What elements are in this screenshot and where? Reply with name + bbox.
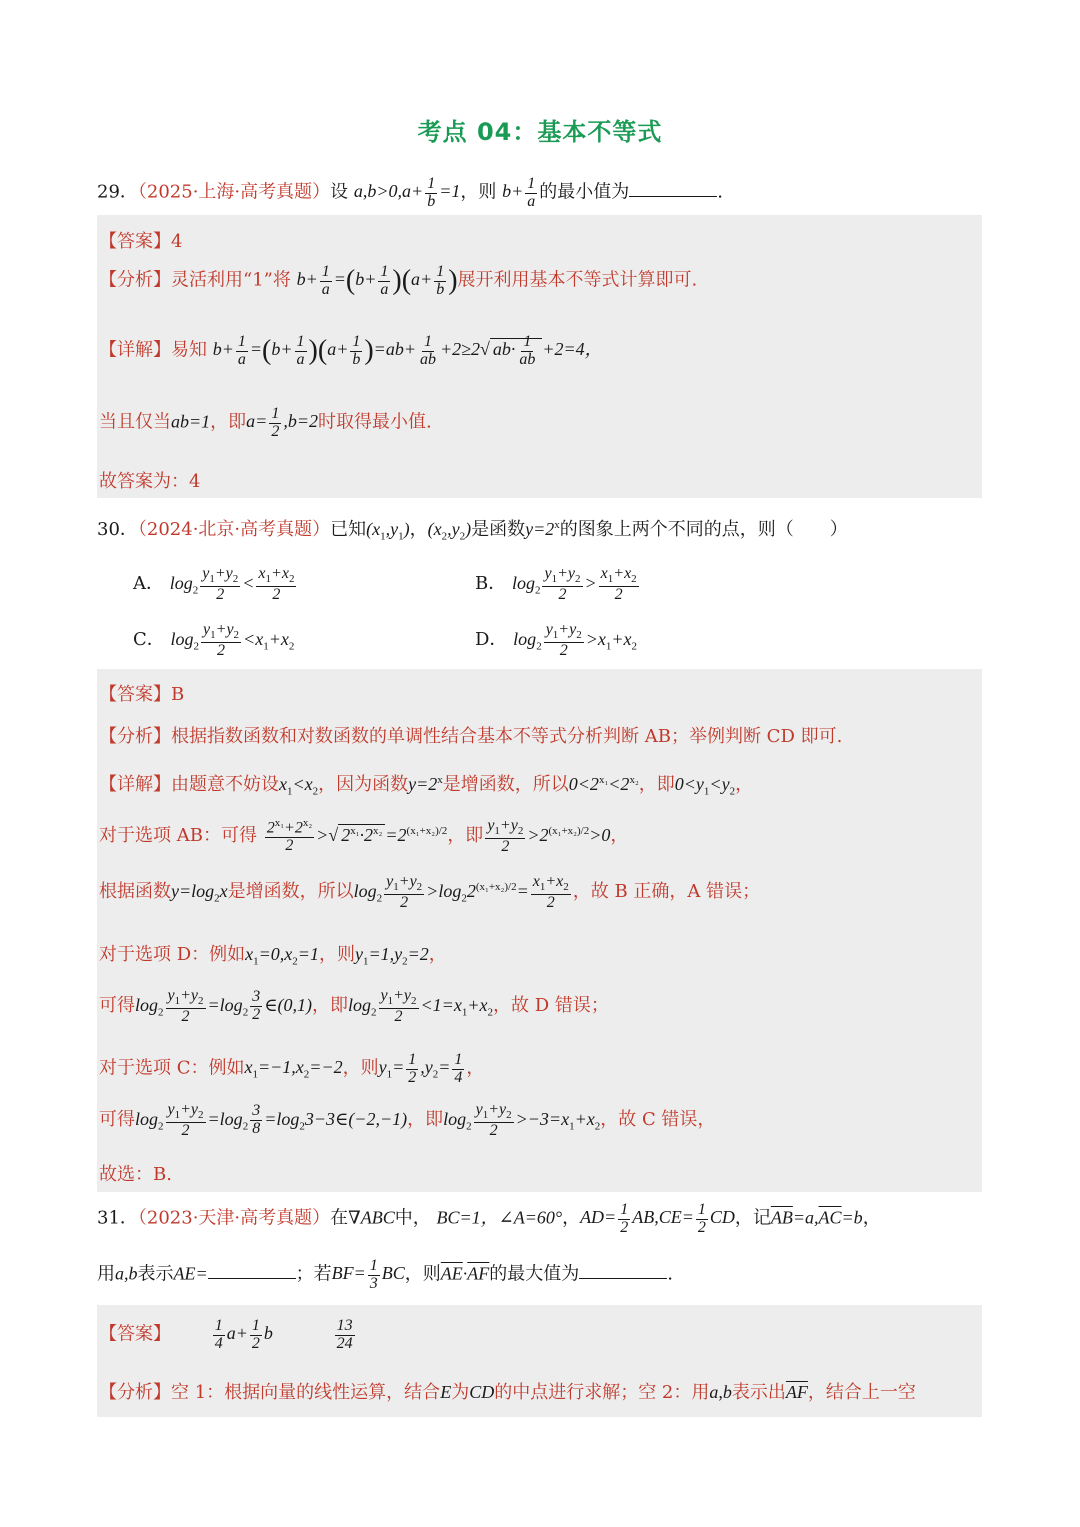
q29-answer-tag: 【答案】 [99, 231, 171, 252]
q30-line-func-text: 根据函数 [99, 880, 171, 902]
q30-line-func-2: 是增函数，所以 [227, 880, 354, 902]
q29-equality-suffix: 时取得最小值. [317, 411, 432, 433]
q29-stem-prefix: 设 [330, 181, 349, 203]
q31-stem-3: ，记 [734, 1207, 771, 1229]
q30-line-d-2: ，则 [318, 944, 355, 965]
q29-condition: a,b>0,a+ $\frac{1}{b}$ =1 [353, 175, 461, 210]
q29-equality-mid: ，即 [210, 411, 247, 433]
q29-period: . [717, 181, 723, 203]
q30-line-ab-text: 对于选项 AB：可得 [99, 824, 257, 846]
q30-number: 30． [97, 519, 138, 540]
q30-line-d-res-2: ，即 [312, 994, 348, 1016]
q31-answer-2: $\frac{13}{24}$ [336, 1317, 353, 1352]
q29-source: （2025·上海·高考真题） [137, 181, 331, 203]
q30-line-func: 根据函数$y=\log_2x$是增函数，所以$\log_2$ $\frac{y_1+y_2}{2}$ $>\log_22^{(x_1+x_2)/2}=$ $\frac{x_1+x_2}{2}$ ，故 B 正确，A 错误； [99, 873, 761, 911]
q30-line-func-3: ，故 B 正确，A 错误； [572, 880, 761, 902]
q30-conclusion: 故选：B. [99, 1164, 172, 1185]
q30-option-c-label: C． [133, 628, 165, 650]
q29-detail-text: 易知 [171, 339, 207, 361]
q30-source: （2024·北京·高考真题） [137, 519, 331, 540]
q31-number: 31． [97, 1207, 138, 1229]
q29-analysis [99, 264, 697, 299]
q30-line-d-text: 对于选项 D：例如 [99, 944, 246, 965]
q30-line-c-res-2: ，即 [407, 1108, 444, 1130]
q29-analysis-formula: b+ $\frac{1}{a}$ =(b+ $\frac{1}{a}$ )(a+ $\frac{1}{b}$ ) [296, 263, 458, 298]
q29-conclusion: 故答案为：4 [99, 471, 201, 492]
q29-detail [99, 334, 603, 369]
q31-source: （2023·天津·高考真题） [137, 1207, 331, 1229]
q30-analysis-tag: 【分析】 [99, 726, 171, 747]
q30-option-a[interactable]: A． $\log_2$ $\frac{y_1+y_2}{2}$ < $\frac{x_1+x_2}{2}$ [133, 565, 295, 603]
q31-analysis-text-2: 为 [451, 1382, 470, 1403]
q31-line2-1: 用 [97, 1263, 115, 1285]
q30-line-d-result: 可得$\log_2$ $\frac{y_1+y_2}{2}$ $=\log_2$ $\frac{3}{2}$ ∈(0,1)，即$\log_2$ $\frac{y_1+y_2}{2}$ $<1=x_1+x_2$，故 D 错误； [99, 987, 609, 1025]
q30-detail-1d: ，即 [638, 774, 675, 795]
q31-analysis-text-3: 的中点进行求解；空 2：用 [494, 1382, 710, 1403]
q30-line-ab: 对于选项 AB：可得 $\frac{2^{x_1}+2^{x_2}}{2}$ >√ $2^{x_1}\cdot 2^{x_2} =2^{(x_1+x_2)/2}$，即 $\frac{y_1+y_2}{2}$ $>2^{(x_1+x_2)/2}>0$， [99, 817, 629, 855]
q30-option-b[interactable]: B． $\log_2$ $\frac{y_1+y_2}{2}$ > $\frac{x_1+x_2}{2}$ [475, 565, 637, 603]
q29-answer [99, 227, 182, 253]
q31-analysis-text-4: 表示出 [731, 1382, 786, 1403]
q30-line-c: 对于选项 C：例如$x_1=-1,x_2=-2$，则$y_1=$ $\frac{1}{2}$ $,y_2=$ $\frac{1}{4}$ ， [99, 1051, 485, 1086]
q31-line2-4: ，则 [404, 1263, 441, 1285]
q29-equality-prefix: 当且仅当 [99, 411, 171, 433]
q30-line-d-res: 可得 [99, 994, 135, 1016]
q31-blank-1 [208, 1260, 296, 1279]
q31-answer [99, 1318, 357, 1353]
q29-expression: b+ $\frac{1}{a}$ [502, 175, 536, 210]
q31-analysis-text-1: 空 1：根据向量的线性运算，结合 [171, 1382, 441, 1403]
q31-analysis-tag: 【分析】 [99, 1382, 171, 1403]
q30-line-c-2: ，则 [342, 1057, 379, 1079]
q30-analysis [99, 722, 842, 748]
q31-stem-1: 在 [330, 1207, 349, 1229]
q30-stem-mid: 是函数 [471, 519, 526, 540]
q31-blank-2 [579, 1260, 667, 1279]
q30-line-c-text: 对于选项 C：例如 [99, 1057, 245, 1079]
q31-line2-2: 表示 [137, 1263, 174, 1285]
q30-stem-suffix: 的图象上两个不同的点，则（ ） [559, 519, 848, 540]
q31-analysis-text-5: ，结合上一空 [807, 1382, 916, 1403]
q30-line-c-result: 可得$\log_2$ $\frac{y_1+y_2}{2}$ $=\log_2$ $\frac{3}{8}$ $=\log_23-3\in(-2,-1)$，即$\log_2$ $\frac{y_1+y_2}{2}$ $>-3=x_1+x_2$，故 C 错误， [99, 1101, 716, 1139]
q30-option-d-label: D． [475, 628, 508, 650]
q30-line-ab-2: ，即 [447, 824, 484, 846]
q29-number: 29． [97, 181, 138, 203]
q30-answer [99, 680, 184, 706]
q31-analysis: 【分析】空 1：根据向量的线性运算，结合E为CD的中点进行求解；空 2：用a,b表示出$\overline{AF}$，结合上一空 [99, 1382, 916, 1403]
page-title: 考点 04：基本不等式 [417, 118, 663, 146]
q30-detail-1b: ，因为函数 [318, 774, 409, 795]
question-31-line2: 用a,b表示AE= ；若BF= $\frac{1}{3}$ BC，则$\overline{AE}\cdot\overline{AF}$的最大值为 . [97, 1257, 674, 1292]
q31-period: . [667, 1263, 674, 1285]
q29-answer-value: 4 [171, 231, 183, 252]
q30-stem-prefix: 已知 [330, 519, 367, 540]
q30-line-c-res-3: ，故 C 错误， [600, 1108, 716, 1130]
q30-detail-1c: 是增函数，所以 [442, 774, 569, 795]
q29-detail-formula: b+ $\frac{1}{a}$ =(b+ $\frac{1}{a}$ )(a+ $\frac{1}{b}$ )=ab+ $\frac{1}{ab}$ +2≥2√ ab· $\frac{1}{ab}$ +2=4， [212, 333, 603, 368]
q31-answer-1: $\frac{1}{4}$ a+ $\frac{1}{2}$ b [214, 1317, 273, 1352]
question-30: 30．（2024·北京·高考真题）已知$(x_1,y_1)$，$(x_2,y_2)$是函数$y=2^x$的图象上两个不同的点，则（ ） [97, 519, 848, 543]
q30-line-d: 对于选项 D：例如$x_1=0,x_2=1$，则$y_1=1,y_2=2$， [99, 944, 447, 968]
q30-answer-value: B [171, 684, 185, 705]
q31-line2-5: 的最大值为 [489, 1263, 580, 1285]
q29-analysis-text-2: 展开利用基本不等式计算即可. [457, 269, 698, 291]
q30-line-d-res-3: ，故 D 错误； [492, 994, 609, 1016]
q31-stem-2: 中， [394, 1207, 431, 1229]
question-29: 29．（2025·上海·高考真题）设 a,b>0,a+ $\frac{1}{b}$ =1，则 b+ $\frac{1}{a}$ 的最小值为 . [97, 175, 723, 210]
q30-analysis-text: 根据指数函数和对数函数的单调性结合基本不等式分析判断 AB；举例判断 CD 即可. [171, 726, 843, 747]
q30-option-d[interactable]: D． $\log_2$ $\frac{y_1+y_2}{2}$ $>x_1+x_2$ [475, 621, 637, 659]
q30-answer-tag: 【答案】 [99, 684, 171, 705]
q30-option-a-label: A． [133, 572, 164, 594]
q29-analysis-text-1: 灵活利用“1”将 [171, 269, 291, 291]
q29-equality-line: 当且仅当ab=1，即a= $\frac{1}{2}$ ,b=2时取得最小值. [99, 405, 432, 440]
question-31: 31．（2023·天津·高考真题）在∇ABC中， BC=1，∠A=60°，AD= $\frac{1}{2}$ AB,CE= $\frac{1}{2}$ CD，记$\overline{AB}=a,\overline{AC}=b$， [97, 1201, 881, 1236]
q30-option-b-label: B． [475, 572, 507, 594]
q31-line2-3: ；若 [295, 1263, 332, 1285]
q30-option-c[interactable]: C． $\log_2$ $\frac{y_1+y_2}{2}$ $<x_1+x_2$ [133, 621, 295, 659]
q30-line-c-res: 可得 [99, 1108, 135, 1130]
q30-detail-1: 由题意不妨设 [171, 774, 279, 795]
q30-detail: 【详解】由题意不妨设$x_1<x_2$，因为函数$y=2^x$是增函数，所以$0<2^{x_1}<2^{x_2}$，即$0<y_1<y_2$， [99, 774, 754, 798]
q30-detail-tag: 【详解】 [99, 774, 171, 795]
q29-stem-suffix: 的最小值为 [539, 181, 630, 203]
q29-answer-blank [629, 178, 717, 197]
q29-detail-tag: 【详解】 [99, 339, 171, 361]
q29-analysis-tag: 【分析】 [99, 269, 171, 291]
q31-answer-tag: 【答案】 [99, 1323, 171, 1345]
